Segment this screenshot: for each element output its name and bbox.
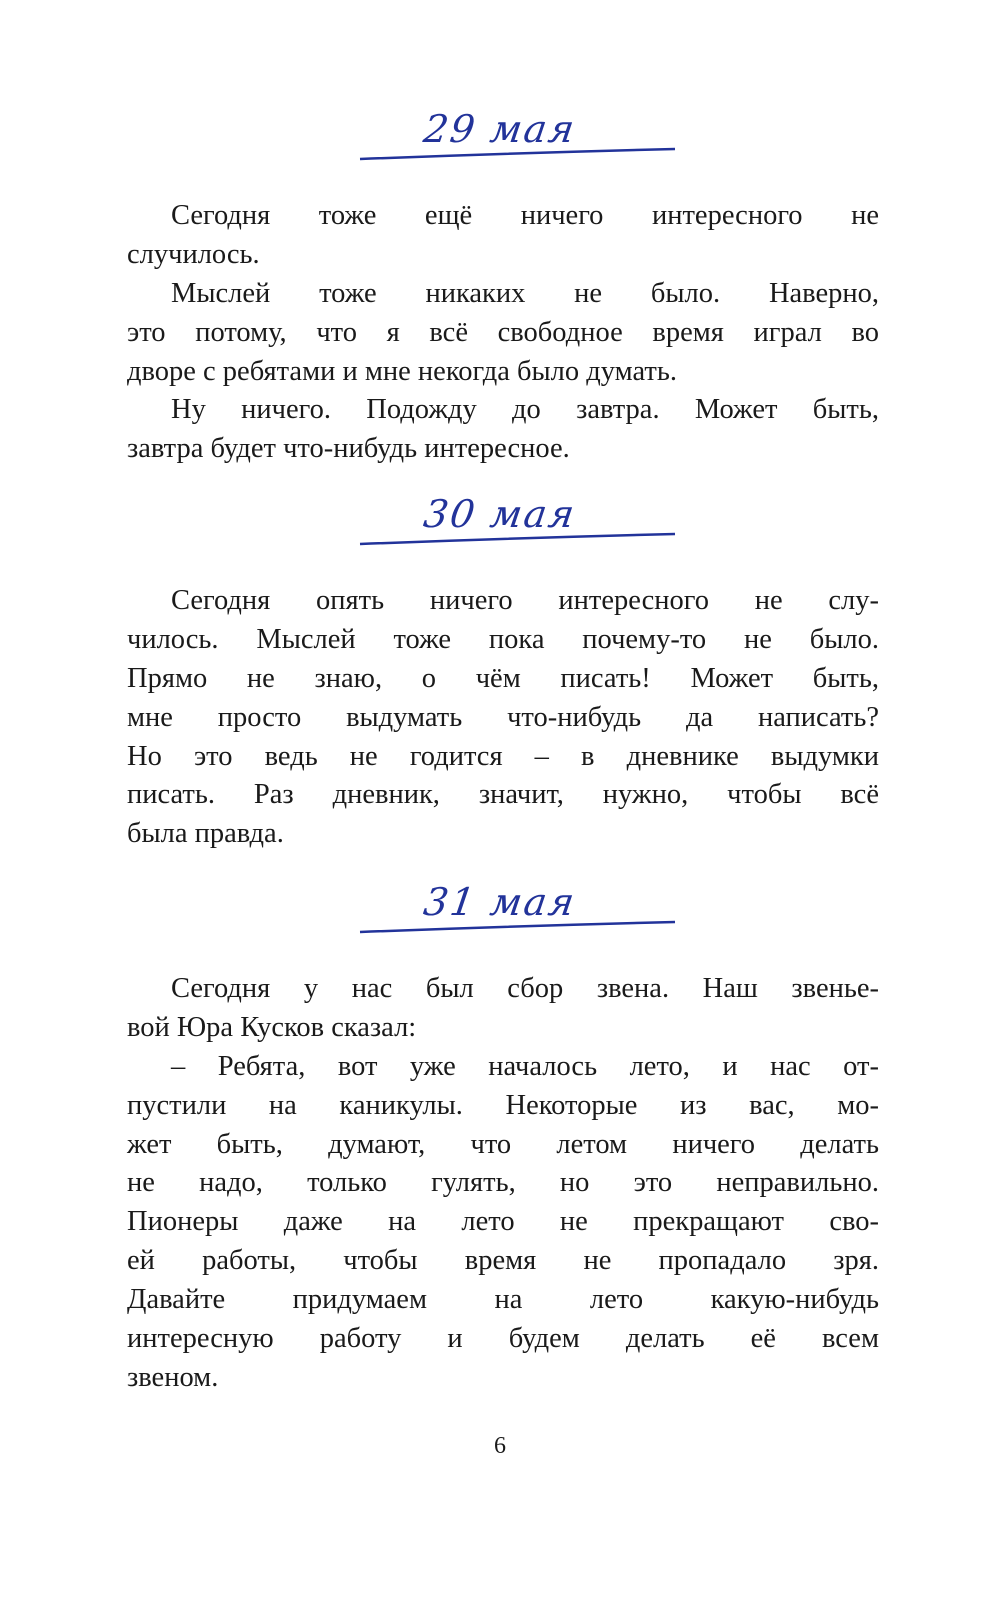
text-line: Сегодня опять ничего интересного не слу- bbox=[171, 585, 879, 616]
text-line: это потому, что я всё свободное время играл во bbox=[127, 316, 879, 348]
text-line: Давайте придумаем на лето какую-нибудь bbox=[127, 1284, 879, 1316]
text-line: ей работы, чтобы время не пропадало зря. bbox=[127, 1245, 879, 1277]
text-line: – Ребята, вот уже началось лето, и нас от- bbox=[171, 1050, 879, 1082]
text-line: интересную работу и будем делать её всем bbox=[127, 1323, 879, 1355]
text-line: вой Юра Кусков сказал: bbox=[127, 1011, 417, 1043]
diary-entry bbox=[0, 878, 1000, 1393]
entry-date: 29 мая bbox=[421, 107, 579, 151]
entry-date-heading bbox=[0, 878, 1000, 958]
text-line: Сегодня у нас был сбор звена. Наш звенье- bbox=[171, 973, 879, 1004]
text-line: писать. Раз дневник, значит, нужно, чтобы всё bbox=[127, 779, 879, 811]
text-line: Но это ведь не годится – в дневнике выдумки bbox=[127, 740, 879, 772]
text-line: жет быть, думают, что летом ничего делать bbox=[127, 1128, 879, 1160]
diary-entry bbox=[0, 490, 1000, 850]
text-line: была правда. bbox=[127, 818, 284, 850]
entry-date-heading bbox=[0, 105, 1000, 185]
date-underline bbox=[355, 145, 680, 165]
date-underline bbox=[355, 918, 680, 938]
entry-text bbox=[127, 197, 879, 469]
entry-date: 31 мая bbox=[421, 880, 579, 924]
entry-text bbox=[127, 970, 879, 1398]
text-line: чилось. Мыслей тоже пока почему-то не было. bbox=[127, 623, 879, 655]
text-line: Сегодня тоже ещё ничего интересного не bbox=[171, 200, 879, 231]
text-line: Прямо не знаю, о чём писать! Может быть, bbox=[127, 662, 879, 694]
text-line: Пионеры даже на лето не прекращают сво- bbox=[127, 1206, 879, 1238]
text-line: Мыслей тоже никаких не было. Наверно, bbox=[171, 277, 879, 309]
text-line: звеном. bbox=[127, 1361, 219, 1393]
text-line: дворе с ребятами и мне некогда было думать. bbox=[127, 355, 677, 387]
text-line: не надо, только гулять, но это неправильно. bbox=[127, 1167, 879, 1199]
date-underline bbox=[355, 530, 680, 550]
text-line: Ну ничего. Подожду до завтра. Может быть, bbox=[171, 394, 879, 426]
diary-entry bbox=[0, 105, 1000, 465]
text-line: мне просто выдумать что-нибудь да написать? bbox=[127, 701, 879, 733]
entry-date-heading bbox=[0, 490, 1000, 570]
text-line: случилось. bbox=[127, 238, 260, 270]
entry-date: 30 мая bbox=[421, 492, 579, 536]
text-line: завтра будет что-нибудь интересное. bbox=[127, 433, 570, 465]
entry-text bbox=[127, 582, 879, 854]
page-number: 6 bbox=[494, 1433, 506, 1459]
text-line: пустили на каникулы. Некоторые из вас, мо- bbox=[127, 1089, 879, 1121]
